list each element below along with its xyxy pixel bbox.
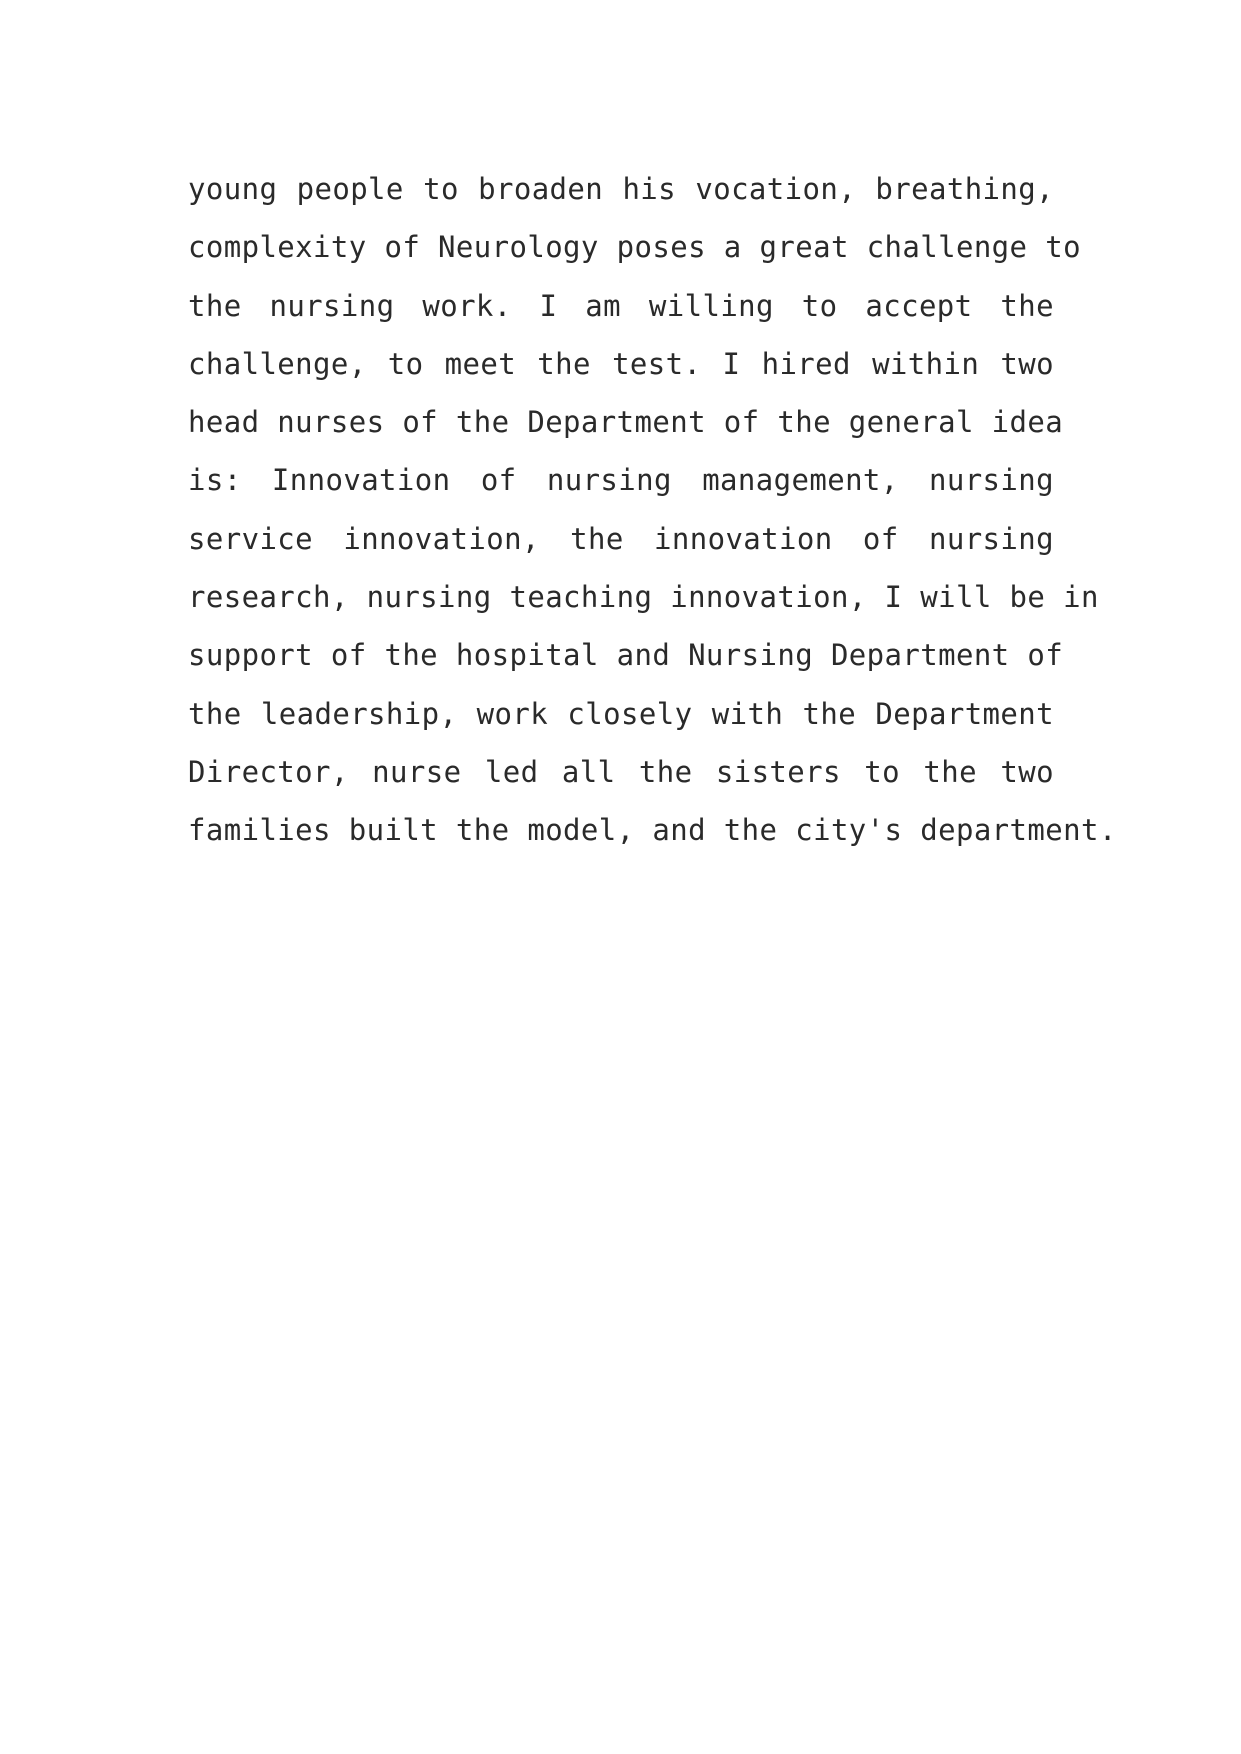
- text-line: research, nursing teaching innovation, I will be in: [188, 580, 1099, 615]
- text-line: head nurses of the Department of the general idea: [188, 405, 1064, 440]
- text-line: the leadership, work closely with the Department: [188, 696, 1054, 731]
- text-line: Director, nurse led all the sisters to the two: [188, 754, 1054, 789]
- text-line: support of the hospital and Nursing Department of: [188, 638, 1064, 673]
- text-line: families built the model, and the city's department.: [188, 813, 1117, 848]
- text-line: is: Innovation of nursing management, nursing: [188, 463, 1054, 498]
- text-line: complexity of Neurology poses a great challenge to: [188, 230, 1081, 265]
- text-line: young people to broaden his vocation, breathing,: [188, 172, 1054, 206]
- body-paragraph: [188, 160, 1117, 860]
- text-line: challenge, to meet the test. I hired within two: [188, 346, 1054, 381]
- text-line: service innovation, the innovation of nursing: [188, 521, 1054, 556]
- text-line: the nursing work. I am willing to accept the: [188, 288, 1054, 323]
